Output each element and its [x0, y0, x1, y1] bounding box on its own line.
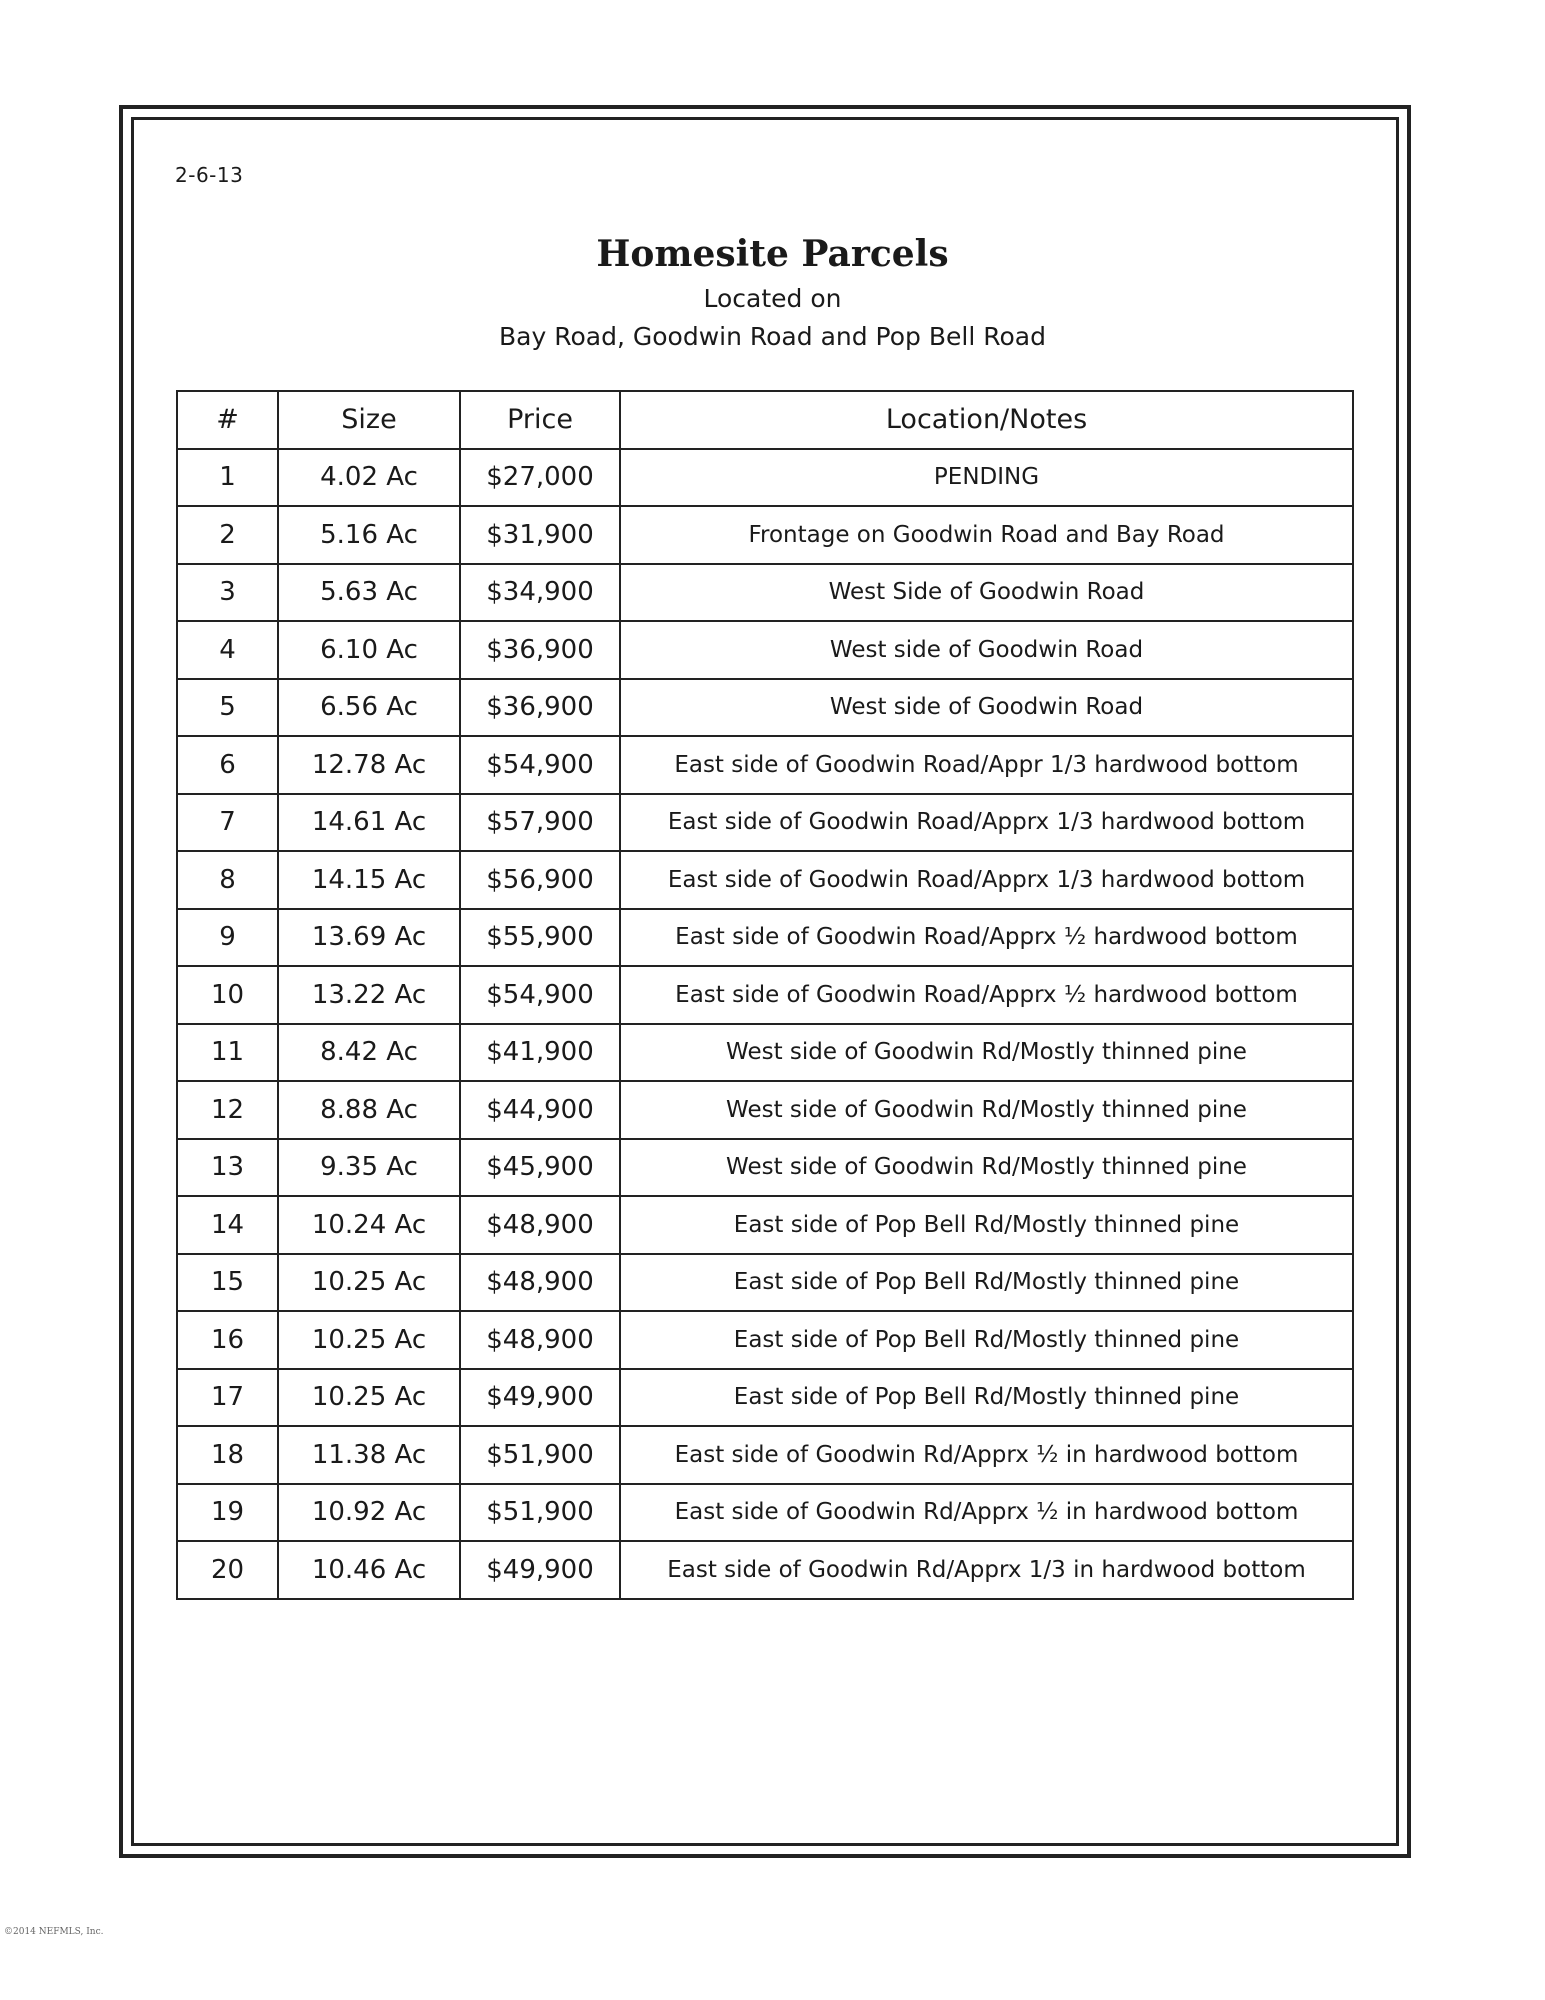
parcel-location-notes: East side of Pop Bell Rd/Mostly thinned pine: [620, 1254, 1353, 1312]
parcel-size: 6.56 Ac: [278, 679, 460, 737]
parcel-number: 12: [177, 1081, 278, 1139]
parcel-price: $51,900: [460, 1426, 620, 1484]
parcel-price: $55,900: [460, 909, 620, 967]
table-row: [177, 794, 1353, 852]
parcel-number: 1: [177, 449, 278, 507]
table-row: [177, 966, 1353, 1024]
parcel-number: 11: [177, 1024, 278, 1082]
parcel-location-notes: West side of Goodwin Road: [620, 621, 1353, 679]
parcel-location-notes: PENDING: [620, 449, 1353, 507]
parcel-location-notes: West side of Goodwin Rd/Mostly thinned pine: [620, 1081, 1353, 1139]
table-body: [177, 449, 1353, 1599]
parcel-price: $36,900: [460, 679, 620, 737]
page-title: Homesite Parcels: [596, 233, 949, 275]
parcel-number: 15: [177, 1254, 278, 1312]
table-row: [177, 679, 1353, 737]
parcel-size: 5.16 Ac: [278, 506, 460, 564]
parcel-location-notes: East side of Goodwin Road/Apprx ½ hardwood bottom: [620, 909, 1353, 967]
parcel-location-notes: West side of Goodwin Rd/Mostly thinned pine: [620, 1024, 1353, 1082]
parcel-number: 9: [177, 909, 278, 967]
parcel-price: $57,900: [460, 794, 620, 852]
parcel-price: $56,900: [460, 851, 620, 909]
table-row: [177, 1196, 1353, 1254]
parcel-location-notes: East side of Goodwin Rd/Apprx 1/3 in hardwood bottom: [620, 1541, 1353, 1599]
parcel-price: $44,900: [460, 1081, 620, 1139]
parcel-price: $54,900: [460, 736, 620, 794]
parcel-number: 18: [177, 1426, 278, 1484]
table-row: [177, 909, 1353, 967]
parcel-price: $51,900: [460, 1484, 620, 1542]
parcel-price: $48,900: [460, 1196, 620, 1254]
parcel-price: $48,900: [460, 1254, 620, 1312]
table-row: [177, 1081, 1353, 1139]
parcel-price: $45,900: [460, 1139, 620, 1197]
parcel-number: 13: [177, 1139, 278, 1197]
header-size: Size: [278, 391, 460, 449]
table-row: [177, 1426, 1353, 1484]
parcel-number: 16: [177, 1311, 278, 1369]
table-header-row: [177, 391, 1353, 449]
subtitle-line-2: Bay Road, Goodwin Road and Pop Bell Road: [499, 322, 1046, 351]
parcel-size: 13.22 Ac: [278, 966, 460, 1024]
parcel-price: $54,900: [460, 966, 620, 1024]
parcel-price: $27,000: [460, 449, 620, 507]
parcel-location-notes: East side of Goodwin Road/Apprx 1/3 hardwood bottom: [620, 794, 1353, 852]
parcel-number: 4: [177, 621, 278, 679]
table-row: [177, 506, 1353, 564]
parcel-size: 14.61 Ac: [278, 794, 460, 852]
parcel-location-notes: East side of Goodwin Road/Apprx 1/3 hardwood bottom: [620, 851, 1353, 909]
parcel-size: 10.24 Ac: [278, 1196, 460, 1254]
parcel-size: 10.46 Ac: [278, 1541, 460, 1599]
parcel-number: 14: [177, 1196, 278, 1254]
parcel-size: 8.88 Ac: [278, 1081, 460, 1139]
parcel-location-notes: Frontage on Goodwin Road and Bay Road: [620, 506, 1353, 564]
parcel-size: 5.63 Ac: [278, 564, 460, 622]
table-row: [177, 1024, 1353, 1082]
copyright-notice: ©2014 NEFMLS, Inc.: [4, 1927, 104, 1937]
parcel-number: 2: [177, 506, 278, 564]
parcel-location-notes: East side of Goodwin Rd/Apprx ½ in hardwood bottom: [620, 1484, 1353, 1542]
table-row: [177, 564, 1353, 622]
parcel-price: $36,900: [460, 621, 620, 679]
parcel-size: 10.25 Ac: [278, 1311, 460, 1369]
parcel-number: 20: [177, 1541, 278, 1599]
parcel-location-notes: West Side of Goodwin Road: [620, 564, 1353, 622]
table-row: [177, 1484, 1353, 1542]
table-row: [177, 1369, 1353, 1427]
parcel-size: 9.35 Ac: [278, 1139, 460, 1197]
title-block: [0, 228, 1545, 356]
parcel-size: 11.38 Ac: [278, 1426, 460, 1484]
parcel-number: 5: [177, 679, 278, 737]
table-row: [177, 449, 1353, 507]
parcel-size: 10.25 Ac: [278, 1369, 460, 1427]
table-row: [177, 1139, 1353, 1197]
subtitle-line-1: Located on: [703, 284, 842, 313]
parcel-size: 6.10 Ac: [278, 621, 460, 679]
parcel-number: 7: [177, 794, 278, 852]
parcel-location-notes: East side of Goodwin Road/Appr 1/3 hardwood bottom: [620, 736, 1353, 794]
parcel-location-notes: East side of Pop Bell Rd/Mostly thinned pine: [620, 1196, 1353, 1254]
parcel-size: 10.92 Ac: [278, 1484, 460, 1542]
parcel-number: 17: [177, 1369, 278, 1427]
parcel-size: 14.15 Ac: [278, 851, 460, 909]
parcel-price: $48,900: [460, 1311, 620, 1369]
parcel-location-notes: East side of Goodwin Rd/Apprx ½ in hardwood bottom: [620, 1426, 1353, 1484]
parcel-number: 6: [177, 736, 278, 794]
parcel-size: 4.02 Ac: [278, 449, 460, 507]
parcel-size: 10.25 Ac: [278, 1254, 460, 1312]
parcel-price: $41,900: [460, 1024, 620, 1082]
table-row: [177, 1311, 1353, 1369]
parcels-table: [176, 390, 1354, 1600]
parcel-number: 10: [177, 966, 278, 1024]
table-row: [177, 1541, 1353, 1599]
parcel-size: 12.78 Ac: [278, 736, 460, 794]
document-date: 2-6-13: [175, 163, 244, 187]
header-number: #: [177, 391, 278, 449]
parcel-location-notes: East side of Pop Bell Rd/Mostly thinned pine: [620, 1311, 1353, 1369]
parcel-number: 19: [177, 1484, 278, 1542]
parcel-price: $49,900: [460, 1541, 620, 1599]
table-row: [177, 621, 1353, 679]
parcel-location-notes: West side of Goodwin Road: [620, 679, 1353, 737]
table-row: [177, 851, 1353, 909]
parcel-location-notes: East side of Pop Bell Rd/Mostly thinned pine: [620, 1369, 1353, 1427]
parcel-number: 8: [177, 851, 278, 909]
parcel-location-notes: West side of Goodwin Rd/Mostly thinned pine: [620, 1139, 1353, 1197]
table-row: [177, 1254, 1353, 1312]
header-location-notes: Location/Notes: [620, 391, 1353, 449]
parcel-price: $31,900: [460, 506, 620, 564]
table-row: [177, 736, 1353, 794]
parcel-price: $49,900: [460, 1369, 620, 1427]
parcel-price: $34,900: [460, 564, 620, 622]
parcel-location-notes: East side of Goodwin Road/Apprx ½ hardwood bottom: [620, 966, 1353, 1024]
parcel-size: 13.69 Ac: [278, 909, 460, 967]
parcel-number: 3: [177, 564, 278, 622]
header-price: Price: [460, 391, 620, 449]
parcel-size: 8.42 Ac: [278, 1024, 460, 1082]
